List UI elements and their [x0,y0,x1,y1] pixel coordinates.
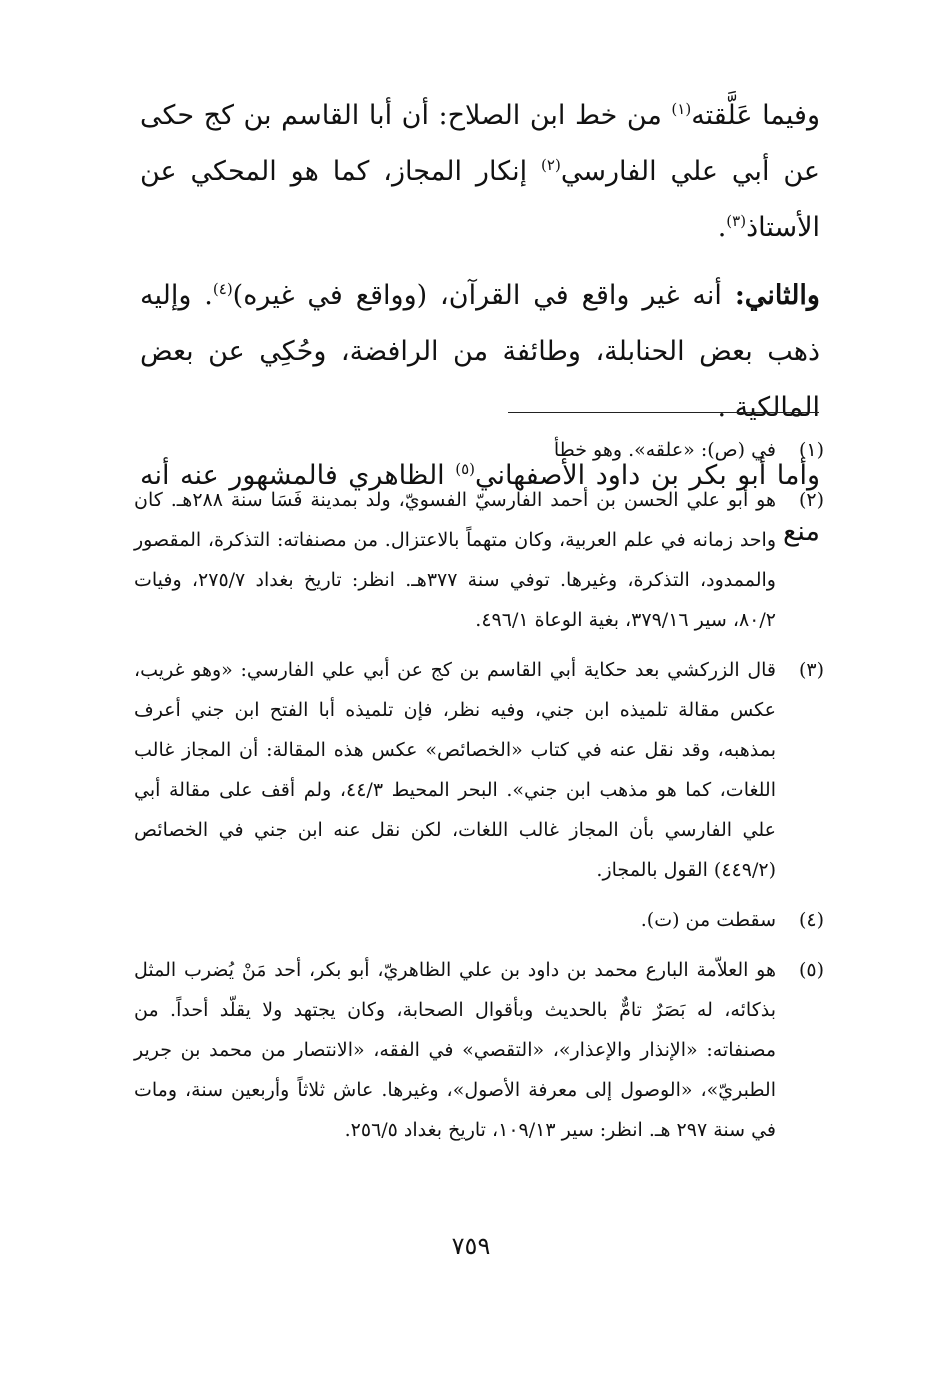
footnote-number: (٥) [798,959,824,981]
text-span: وأما أبو بكر بن داود الأصفهاني [475,460,820,491]
footnote-text: سقطت من (ت). [640,909,776,931]
footnote-ref-5: (٥) [455,460,475,478]
text-span: الظاهري فالمشهور عنه أنه منع [140,460,820,547]
footnote-3 [134,650,824,890]
text-span: إنكار المجاز، كما هو المحكي عن الأستاذ [140,156,820,243]
page-number: ٧٥٩ [451,1232,491,1260]
footnote-text: هو العلاّمة البارع محمد بن داود بن علي الظاهريّ، أبو بكر، أحد مَنْ يُضرب المثل بذكائه، له بَصَرٌ تامٌّ بالحديث وبأقوال الصحابة، وكان يجتهد ولا يقلّد أحداً. من مصنفاته: «الإنذار والإعذار»، «التقصي» في الفقه، «الانتصار من محمد بن جرير الطبريّ»، «الوصول إلى معرفة الأصول»، وغيرها. عاش ثلاثاً وأربعين سنة، ومات في سنة ٢٩٧ هـ. انظر: سير ١٠٩/١٣، تاريخ بغداد ٢٥٦/٥. [134,959,776,1141]
footnote-separator [508,412,819,413]
footnote-number: (١) [798,439,824,461]
text-span: . وإليه ذهب بعض الحنابلة، وطائفة من الرافضة، وحُكِي عن بعض المالكية . [140,280,820,423]
footnote-1 [134,430,824,470]
footnote-text: هو أبو علي الحسن بن أحمد الفارسيّ الفسويّ، ولد بمدينة فَسَا سنة ٢٨٨هـ. كان واحد زمانه في علم العربية، وكان متهماً بالاعتزال. من مصنفاته: التذكرة، المقصور والممدود، التذكرة، وغيرها. توفي سنة ٣٧٧هـ. انظر: تاريخ بغداد ٢٧٥/٧، وفيات ٨٠/٢، سير ٣٧٩/١٦، بغية الوعاة ٤٩٦/١. [134,489,776,631]
footnote-text: في (ص): «علقه». وهو خطأ [553,439,776,461]
footnote-number: (٤) [798,909,824,931]
footnote-ref-1: (١) [671,100,692,118]
footnote-5 [134,950,824,1150]
text-span: . [717,212,727,243]
text-span: من خط ابن الصلاح: أن أبا القاسم بن كج حكى عن أبي علي الفارسي [140,100,821,187]
paragraph-2 [140,268,820,436]
footnote-text: قال الزركشي بعد حكاية أبي القاسم بن كج عن أبي علي الفارسي: «وهو غريب، عكس مقالة تلميذه ابن جني، وفيه نظر، فإن تلميذه أبا الفتح ابن جني أعرف بمذهبه، وقد نقل عنه في كتاب «الخصائص» عكس هذه المقالة: أن المجاز غالب اللغات، كما هو مذهب ابن جني». البحر المحيط ٤٤/٣، ولم أقف على مقالة أبي علي الفارسي بأن المجاز غالب اللغات، لكن نقل عنه ابن جني في الخصائص (٤٤٩/٢) القول بالمجاز. [134,659,777,881]
footnote-2 [134,480,824,640]
footnote-ref-3: (٣) [726,212,747,230]
text-span: وفيما عَلَّقته [691,100,820,131]
text-span: أنه غير واقع في القرآن، (وواقع في غيره) [232,280,735,311]
footnote-number: (٢) [798,489,824,511]
bold-heading: والثاني: [734,280,820,311]
footnote-ref-4: (٤) [212,280,233,298]
footnotes [134,430,824,1160]
footnote-4 [134,900,824,940]
footnote-ref-2: (٢) [541,156,561,174]
footnote-number: (٣) [798,659,824,681]
paragraph-1 [140,88,820,256]
